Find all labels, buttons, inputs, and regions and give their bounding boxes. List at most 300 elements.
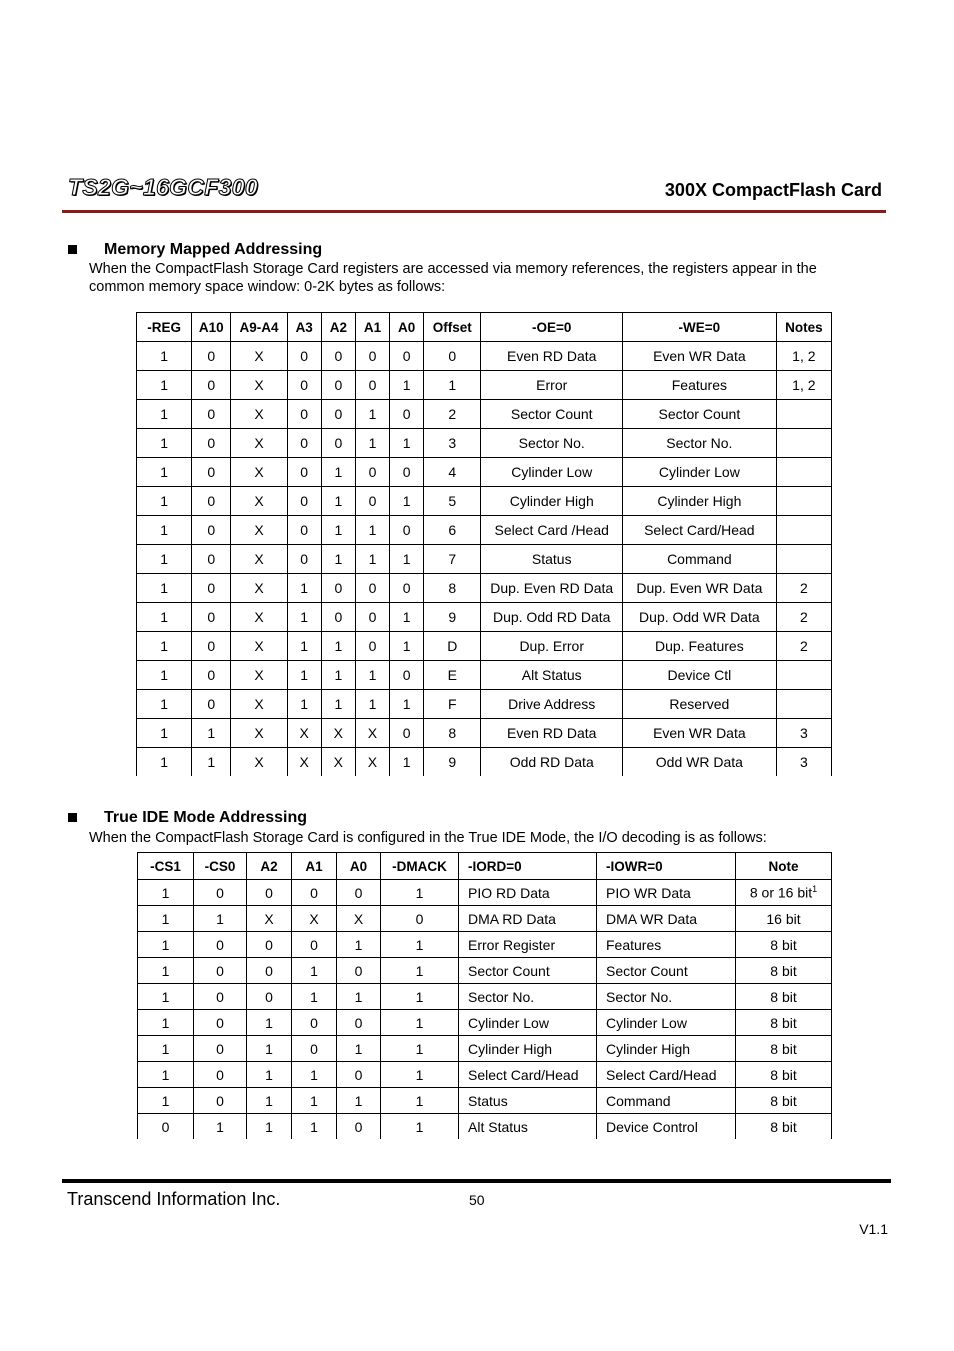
table-cell: 1 [138,1088,194,1114]
table-cell: 7 [424,545,481,574]
table-cell: 0 [355,603,389,632]
table-cell: Sector Count [459,958,597,984]
table-cell: 8 bit [736,1088,832,1114]
table-cell: Dup. Even RD Data [481,574,623,603]
table-cell: 2 [776,574,831,603]
table-cell: PIO WR Data [597,880,736,906]
table-cell: 9 [424,748,481,777]
table-cell: 1 [337,984,381,1010]
table-cell: 1 [337,1036,381,1062]
footnote-marker: 1 [812,884,818,895]
table-cell: 1 [247,1036,292,1062]
table-cell: 1 [321,661,355,690]
table-cell: 1 [355,690,389,719]
table-cell: X [231,690,287,719]
column-header: A0 [337,853,381,880]
table-cell: 1 [138,880,194,906]
table-cell: 1 [390,603,424,632]
table-cell: 8 [424,719,481,748]
table-cell: Dup. Even WR Data [623,574,777,603]
table-cell: X [287,719,321,748]
table-cell: 0 [390,516,424,545]
table-cell: Cylinder Low [459,1010,597,1036]
table-cell: 0 [247,958,292,984]
table-header-row [137,313,832,342]
table-cell: PIO RD Data [459,880,597,906]
table-cell: X [321,748,355,777]
table-cell: 0 [390,661,424,690]
table-cell: 1 [137,400,192,429]
table-cell: 0 [355,632,389,661]
column-header: A2 [321,313,355,342]
table-cell: 8 bit [736,1114,832,1140]
table-cell: Select Card/Head [597,1062,736,1088]
table-cell: 0 [192,487,231,516]
table-cell: 1 [355,400,389,429]
table-cell: Cylinder Low [481,458,623,487]
memory-description-line: When the CompactFlash Storage Card registers are accessed via memory references, the registers appear in the [89,261,817,277]
table-cell: 1 [138,984,194,1010]
table-cell: Select Card/Head [623,516,777,545]
table-cell: 0 [321,429,355,458]
ide-section-heading: True IDE Mode Addressing [104,809,307,826]
table-cell: 0 [390,400,424,429]
table-row [137,342,832,371]
table-row [137,603,832,632]
table-cell: 1 [138,906,194,932]
table-cell: 0 [390,458,424,487]
table-cell: 1 [137,690,192,719]
table-cell: X [231,400,287,429]
table-cell: 1 [381,1088,459,1114]
table-cell: 0 [292,1036,337,1062]
table-cell: 0 [321,574,355,603]
table-cell: Dup. Odd WR Data [623,603,777,632]
table-cell: 1 [390,371,424,400]
table-cell: 0 [287,371,321,400]
table-cell: Error Register [459,932,597,958]
table-cell: 0 [247,880,292,906]
table-cell: 0 [287,545,321,574]
table-cell: 1 [194,1114,247,1140]
table-cell: 0 [390,342,424,371]
table-cell: X [231,661,287,690]
table-cell: 8 [424,574,481,603]
table-cell: 0 [321,371,355,400]
table-row [137,719,832,748]
table-cell: Command [597,1088,736,1114]
table-cell: 1 [137,661,192,690]
table-row [138,1010,832,1036]
table-cell: Cylinder Low [597,1010,736,1036]
column-header: -WE=0 [623,313,777,342]
table-cell: Cylinder Low [623,458,777,487]
table-cell [776,429,831,458]
table-cell: Select Card/Head [459,1062,597,1088]
square-bullet-icon [68,245,77,254]
table-cell [776,487,831,516]
table-cell: Reserved [623,690,777,719]
table-cell: X [231,458,287,487]
table-cell: 1 [292,1114,337,1140]
table-cell: 1 [390,632,424,661]
column-header: Offset [424,313,481,342]
column-header: Notes [776,313,831,342]
table-cell: 1 [390,748,424,777]
table-cell: 1 [137,574,192,603]
footer-company: Transcend Information Inc. [67,1189,281,1209]
table-cell: 1 [381,1062,459,1088]
table-cell: F [424,690,481,719]
table-cell: 5 [424,487,481,516]
table-cell: 2 [776,632,831,661]
table-cell: 0 [390,719,424,748]
square-bullet-icon [68,813,77,822]
table-cell: 0 [287,516,321,545]
memory-section-heading: Memory Mapped Addressing [104,241,323,258]
table-cell: 1 [390,429,424,458]
table-cell: 1 [247,1088,292,1114]
table-cell: 0 [247,932,292,958]
table-cell: 0 [321,603,355,632]
table-cell: 1 [381,958,459,984]
table-cell: Sector No. [481,429,623,458]
table-cell: 1 [138,958,194,984]
table-cell: 0 [292,1010,337,1036]
table-cell: X [231,487,287,516]
table-cell: 0 [192,632,231,661]
table-cell: 1 [292,984,337,1010]
table-cell: Dup. Error [481,632,623,661]
table-cell: 8 bit [736,1036,832,1062]
table-cell: 1, 2 [776,342,831,371]
column-header: -CS0 [194,853,247,880]
table-cell: 1 [137,603,192,632]
table-cell: 1 [321,516,355,545]
table-cell: 1 [137,458,192,487]
table-cell: Error [481,371,623,400]
table-cell [776,690,831,719]
table-cell: 0 [192,661,231,690]
table-cell: X [231,516,287,545]
table-cell: 1 [138,1010,194,1036]
table-row [137,632,832,661]
table-cell: 1 [247,1010,292,1036]
table-cell: Cylinder High [597,1036,736,1062]
table-cell: Features [623,371,777,400]
table-cell: 1 [321,690,355,719]
table-row [137,661,832,690]
table-cell: 1 [192,719,231,748]
memory-section-description [89,260,817,296]
column-header: A3 [287,313,321,342]
table-cell: 1 [292,958,337,984]
table-cell: 0 [192,603,231,632]
table-cell: X [292,906,337,932]
table-cell: 0 [192,371,231,400]
table-cell: 1 [424,371,481,400]
table-cell: 1, 2 [776,371,831,400]
table-cell: Sector No. [623,429,777,458]
table-cell: 16 bit [736,906,832,932]
table-cell: 1 [138,1062,194,1088]
table-row [137,429,832,458]
table-cell [776,661,831,690]
table-cell: 1 [138,1036,194,1062]
table-cell: 1 [137,487,192,516]
table-cell: 1 [137,748,192,777]
table-row [138,1062,832,1088]
table-row [138,1036,832,1062]
table-cell: 0 [287,458,321,487]
column-header: A2 [247,853,292,880]
table-row [138,958,832,984]
column-header: -IORD=0 [459,853,597,880]
table-cell: 0 [337,880,381,906]
ide-section-description: When the CompactFlash Storage Card is configured in the True IDE Mode, the I/O decoding is as follows: [89,830,767,846]
table-cell: 0 [192,342,231,371]
table-cell: Sector Count [623,400,777,429]
table-cell: 1 [137,516,192,545]
table-cell: Even RD Data [481,719,623,748]
table-cell: 0 [194,1062,247,1088]
table-cell: Sector No. [459,984,597,1010]
table-cell: 1 [355,516,389,545]
memory-mapped-register-table [136,312,832,776]
table-cell [776,545,831,574]
table-cell: 3 [776,748,831,777]
table-cell: 1 [287,632,321,661]
table-cell: 1 [355,429,389,458]
table-row [137,487,832,516]
table-cell: 1 [192,748,231,777]
table-cell: Status [481,545,623,574]
table-cell: Select Card /Head [481,516,623,545]
table-cell: 0 [192,429,231,458]
table-cell: 1 [137,429,192,458]
table-cell: X [231,342,287,371]
table-cell: 8 bit [736,1062,832,1088]
table-cell: 0 [287,400,321,429]
table-cell: 1 [137,342,192,371]
table-cell: 8 or 16 bit$^1$ [736,880,832,906]
table-row [137,371,832,400]
table-cell: 1 [287,661,321,690]
table-cell: X [247,906,292,932]
document-title: TS2G~16GCF300 [68,174,258,200]
table-cell: 1 [247,1062,292,1088]
header-divider [62,210,886,213]
table-cell: 0 [355,574,389,603]
table-cell: DMA RD Data [459,906,597,932]
table-cell: 1 [292,1062,337,1088]
table-cell: 0 [194,1036,247,1062]
table-cell: 0 [355,342,389,371]
table-row [137,516,832,545]
table-cell: 1 [287,574,321,603]
table-cell: 0 [194,932,247,958]
table-cell: X [337,906,381,932]
table-cell: 1 [355,545,389,574]
table-cell: 1 [381,880,459,906]
table-cell: X [231,719,287,748]
table-cell: 1 [355,661,389,690]
table-row [137,748,832,777]
table-cell: 1 [292,1088,337,1114]
table-cell: Even RD Data [481,342,623,371]
table-cell: 1 [321,487,355,516]
table-cell: 1 [390,545,424,574]
table-cell: 1 [287,690,321,719]
table-cell: 1 [247,1114,292,1140]
table-cell: 1 [337,1088,381,1114]
table-cell: 1 [390,487,424,516]
table-row [138,906,832,932]
table-cell: X [231,429,287,458]
table-cell: 1 [337,932,381,958]
table-cell: 1 [287,603,321,632]
table-cell: 1 [137,545,192,574]
table-cell: 0 [355,458,389,487]
table-cell: X [231,574,287,603]
table-cell: 0 [192,690,231,719]
table-cell: 0 [194,958,247,984]
table-row [138,932,832,958]
table-row [137,458,832,487]
table-cell: DMA WR Data [597,906,736,932]
table-cell: 1 [137,719,192,748]
table-cell: X [321,719,355,748]
table-cell: 1 [321,458,355,487]
table-cell: 1 [321,632,355,661]
table-cell: 0 [194,984,247,1010]
table-cell: 0 [390,574,424,603]
table-cell: 0 [192,458,231,487]
table-cell: 0 [192,574,231,603]
table-cell: X [231,748,287,777]
table-cell: Device Ctl [623,661,777,690]
table-cell: 1 [381,984,459,1010]
table-row [137,545,832,574]
table-cell: D [424,632,481,661]
table-row [138,984,832,1010]
table-cell: Even WR Data [623,719,777,748]
table-cell: 1 [137,371,192,400]
table-cell: 1 [390,690,424,719]
table-cell: Odd WR Data [623,748,777,777]
table-cell: 0 [192,545,231,574]
table-row [138,1088,832,1114]
table-cell: 0 [321,400,355,429]
column-header: Note [736,853,832,880]
table-cell: E [424,661,481,690]
table-cell: 1 [321,545,355,574]
table-cell [776,516,831,545]
table-cell: X [231,632,287,661]
table-cell: Cylinder High [623,487,777,516]
true-ide-register-table [137,852,832,1139]
table-cell: X [231,545,287,574]
document-subtitle: 300X CompactFlash Card [664,180,882,200]
table-cell: 0 [355,371,389,400]
table-cell: X [231,371,287,400]
column-header: -REG [137,313,192,342]
table-row [138,880,832,906]
table-cell: Odd RD Data [481,748,623,777]
table-cell: 1 [381,1114,459,1140]
table-cell: Status [459,1088,597,1114]
table-cell: 0 [337,1114,381,1140]
table-cell: Dup. Odd RD Data [481,603,623,632]
table-cell: 0 [337,1062,381,1088]
table-cell: 0 [337,1010,381,1036]
table-cell: X [355,748,389,777]
table-cell: 9 [424,603,481,632]
table-cell: 0 [355,487,389,516]
table-cell: 8 bit [736,958,832,984]
table-cell: Cylinder High [459,1036,597,1062]
table-cell: Features [597,932,736,958]
table-cell: 1 [381,932,459,958]
table-cell: 0 [192,400,231,429]
memory-description-line: common memory space window: 0-2K bytes as follows: [89,279,446,295]
table-cell: 0 [194,1010,247,1036]
table-cell: 2 [776,603,831,632]
table-cell: 0 [381,906,459,932]
table-cell: 2 [424,400,481,429]
table-cell: 0 [247,984,292,1010]
table-cell: X [231,603,287,632]
table-row [138,1114,832,1140]
table-cell: 8 bit [736,932,832,958]
table-cell: 0 [292,932,337,958]
table-cell: 3 [424,429,481,458]
table-cell: 0 [192,516,231,545]
footer-divider [62,1179,891,1183]
table-cell: 4 [424,458,481,487]
column-header: A10 [192,313,231,342]
table-cell: 0 [287,487,321,516]
table-cell: Device Control [597,1114,736,1140]
table-cell: 1 [194,906,247,932]
table-cell: 0 [292,880,337,906]
table-cell [776,458,831,487]
column-header: -OE=0 [481,313,623,342]
column-header: A1 [292,853,337,880]
table-cell: Alt Status [481,661,623,690]
table-cell: 6 [424,516,481,545]
table-row [137,400,832,429]
table-cell: 3 [776,719,831,748]
page-number: 50 [469,1192,485,1208]
column-header: A0 [390,313,424,342]
table-cell: 1 [381,1010,459,1036]
table-cell: 0 [287,429,321,458]
table-cell: 8 bit [736,984,832,1010]
table-header-row [138,853,832,880]
document-version: V1.1 [859,1221,888,1237]
table-cell: Even WR Data [623,342,777,371]
column-header: A9-A4 [231,313,287,342]
table-cell: Dup. Features [623,632,777,661]
table-cell: Cylinder High [481,487,623,516]
table-cell: Sector No. [597,984,736,1010]
column-header: -CS1 [138,853,194,880]
table-cell: X [287,748,321,777]
table-cell: Drive Address [481,690,623,719]
table-row [137,574,832,603]
table-cell: Sector Count [597,958,736,984]
